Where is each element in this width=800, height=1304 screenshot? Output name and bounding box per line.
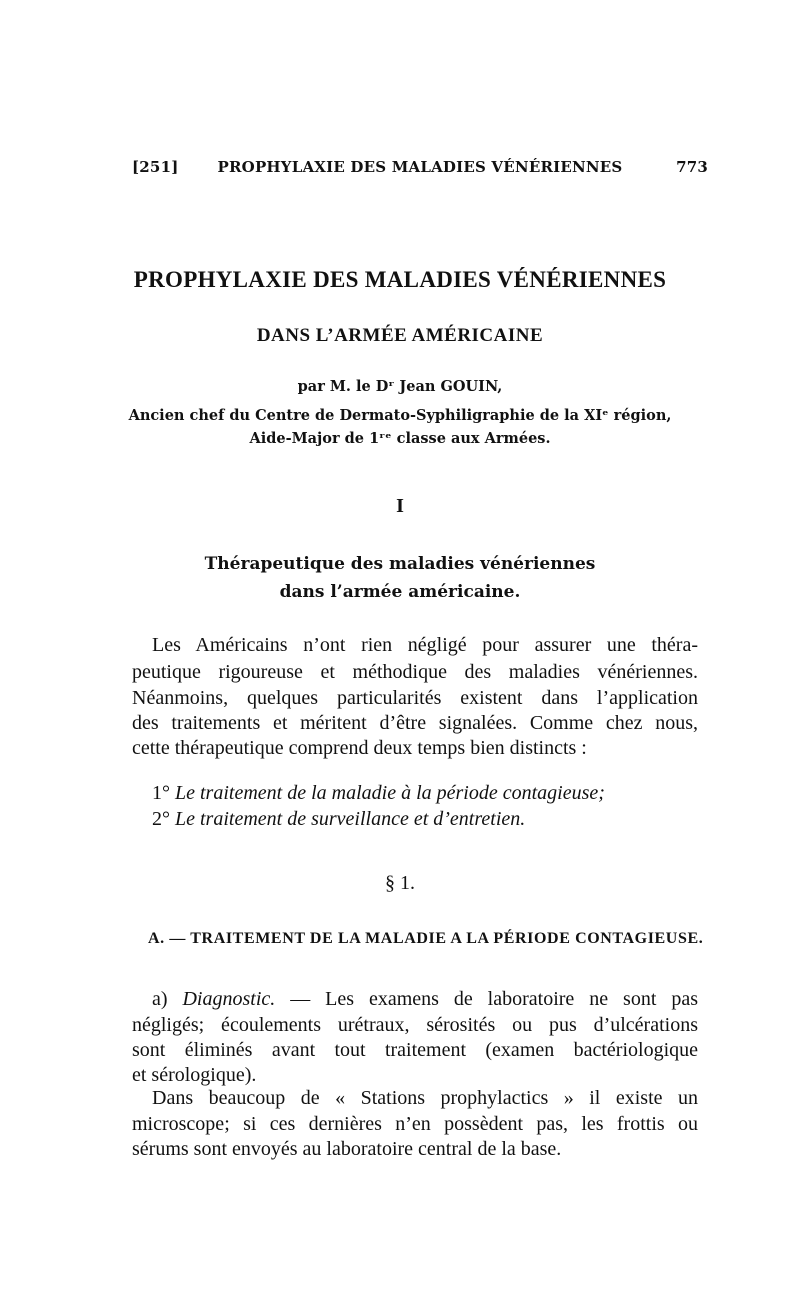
list-text: Le traitement de la maladie à la période contagieuse;: [175, 782, 605, 804]
section-title-line: dans l’armée américaine.: [279, 582, 521, 602]
subsection-heading: A. — TRAITEMENT DE LA MALADIE A LA PÉRIODE CONTAGIEUSE.: [148, 930, 704, 947]
section-number: I: [396, 495, 404, 517]
list-number: 1°: [152, 782, 170, 804]
paragraph-line: sont éliminés avant tout traitement (examen bactériologique: [132, 1039, 698, 1061]
author-line: par M. le Dʳ Jean GOUIN,: [297, 378, 503, 395]
paragraph-line: microscope; si ces dernières n’en possèdent pas, les frottis ou: [132, 1113, 698, 1135]
paragraph-line: peutique rigoureuse et méthodique des maladies vénériennes.: [132, 661, 698, 683]
paragraph-line: négligés; écoulements urétraux, sérosités ou pus d’ulcérations: [132, 1014, 698, 1036]
paragraph-line: des traitements et méritent d’être signalées. Comme chez nous,: [132, 712, 698, 734]
article-title: PROPHYLAXIE DES MALADIES VÉNÉRIENNES: [133, 267, 667, 292]
paragraph-line: Dans beaucoup de « Stations prophylactics » il existe un: [152, 1087, 698, 1109]
section-reference: [251]: [132, 158, 179, 176]
running-title: PROPHYLAXIE DES MALADIES VÉNÉRIENNES: [217, 158, 623, 176]
item-label: a): [152, 988, 168, 1010]
item-text: — Les examens de laboratoire ne sont pas: [290, 988, 698, 1010]
list-item: [152, 781, 698, 805]
paragraph-line: et sérologique).: [132, 1064, 257, 1086]
item-term: Diagnostic.: [182, 988, 276, 1010]
running-head: [132, 158, 708, 182]
list-number: 2°: [152, 808, 170, 830]
section-title-line: Thérapeutique des maladies vénériennes: [204, 554, 596, 574]
affiliation-line: Aide-Major de 1ʳᵉ classe aux Armées.: [249, 430, 551, 447]
paragraph-line: [152, 987, 698, 1011]
paragraph-line: sérums sont envoyés au laboratoire central de la base.: [132, 1138, 562, 1160]
list-item: [152, 807, 698, 831]
paragraph-sign: § 1.: [385, 872, 415, 894]
paragraph-line: Néanmoins, quelques particularités existent dans l’application: [132, 687, 698, 709]
page-number: 773: [676, 158, 708, 176]
list-text: Le traitement de surveillance et d’entretien.: [175, 808, 526, 830]
affiliation-line: Ancien chef du Centre de Dermato-Syphiligraphie de la XIᵉ région,: [128, 407, 672, 424]
paragraph-line: cette thérapeutique comprend deux temps bien distincts :: [132, 737, 587, 759]
paragraph-line: Les Américains n’ont rien négligé pour assurer une théra-: [152, 634, 698, 656]
article-subtitle: DANS L’ARMÉE AMÉRICAINE: [256, 325, 544, 346]
